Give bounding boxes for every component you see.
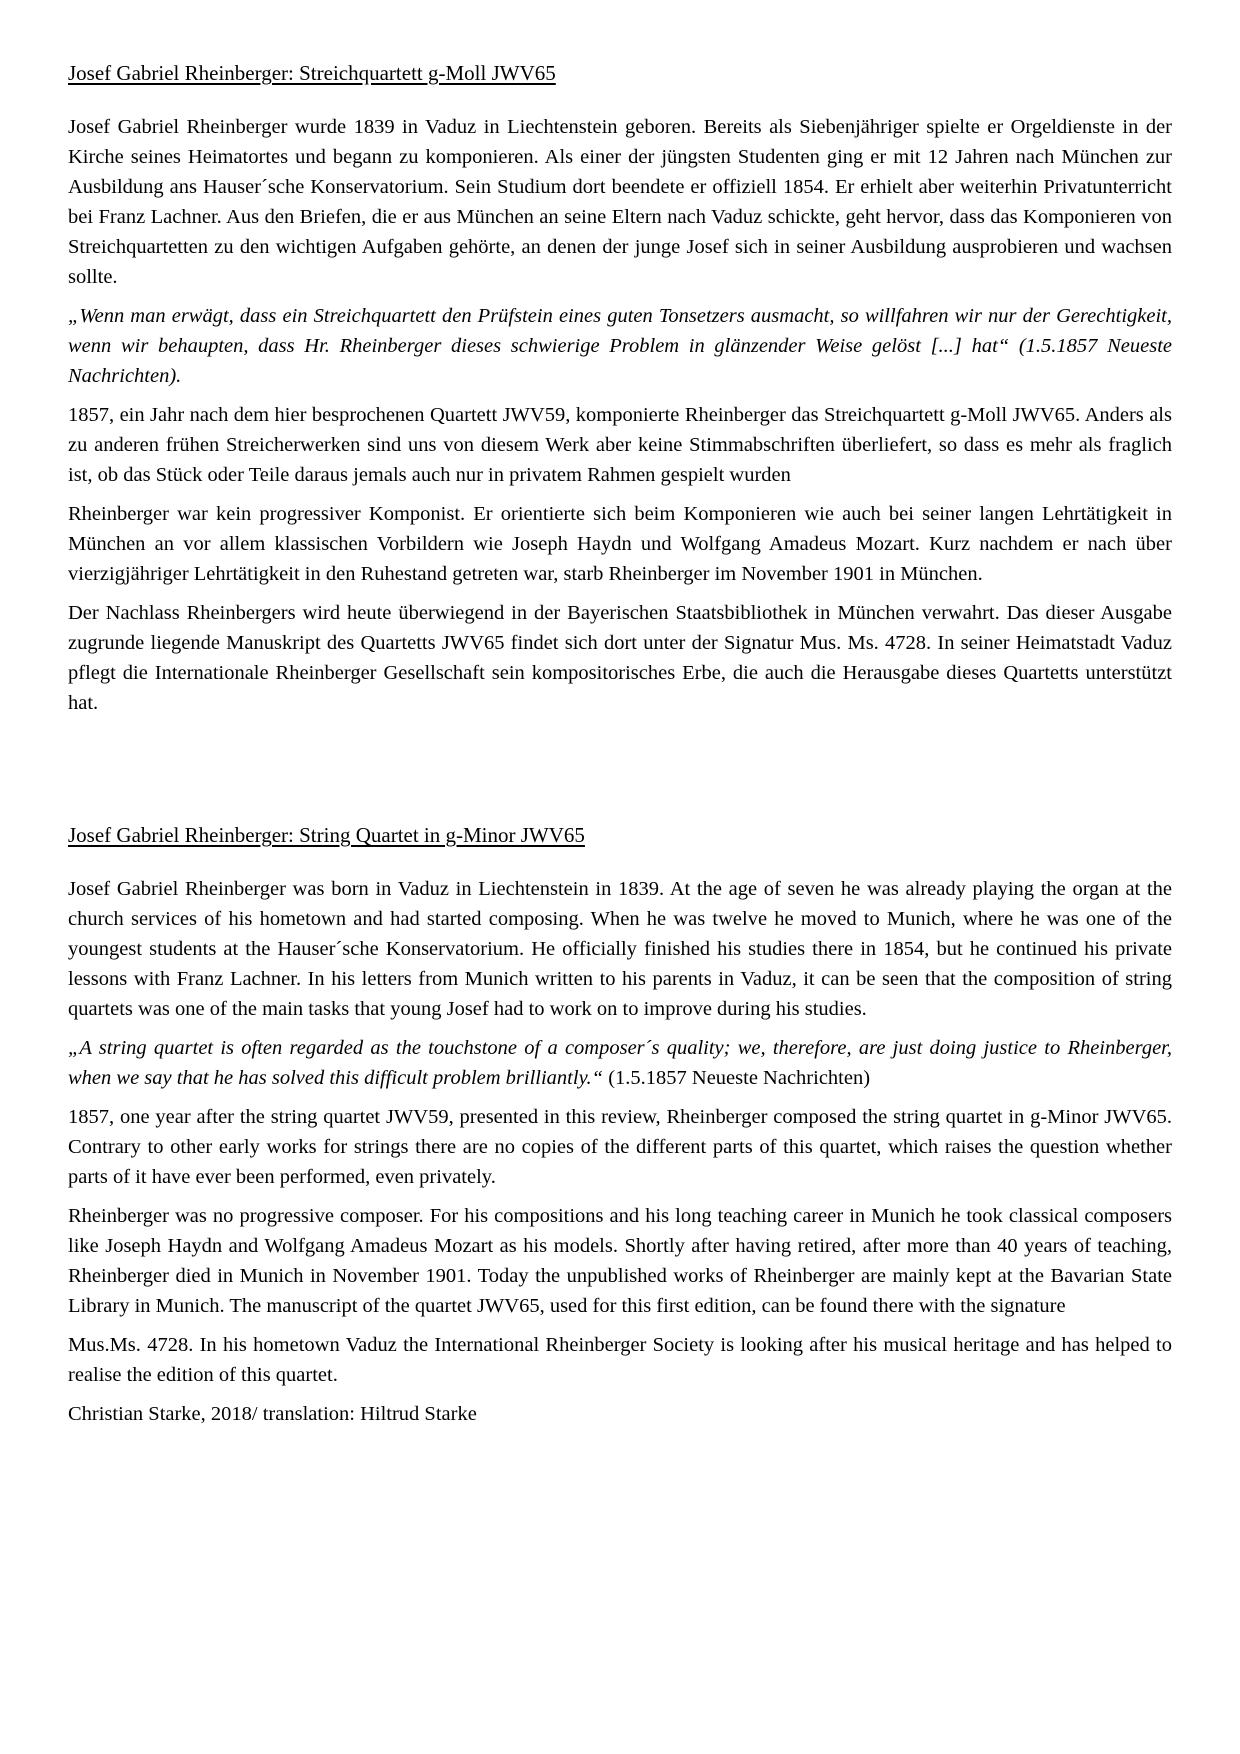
english-quote-source: (1.5.1857 Neueste Nachrichten) (608, 1067, 871, 1089)
german-paragraph-quartet-history: 1857, ein Jahr nach dem hier besprochenen Quartett JWV59, komponierte Rheinberger das Streichquartett g-Moll JWV65. Anders als zu anderen frühen Streicherwerken sind uns von diesem Werk aber keine Stimmabschriften überliefert, so dass es mehr als fraglich ist, ob das Stück oder Teile daraus jemals auch nur in privatem Rahmen gespielt wurden (68, 404, 1172, 486)
german-paragraph-style: Rheinberger war kein progressiver Komponist. Er orientierte sich beim Komponieren wie auch bei seiner langen Lehrtätigkeit in München an vor allem klassischen Vorbildern wie Joseph Haydn und Wolfgang Amadeus Mozart. Kurz nachdem er nach über vierzigjähriger Lehrtätigkeit in den Ruhestand getreten war, starb Rheinberger im November 1901 in München. (68, 503, 1172, 585)
german-section (68, 58, 1172, 718)
english-quote-paragraph (68, 1033, 1172, 1093)
english-paragraph-legacy: Mus.Ms. 4728. In his hometown Vaduz the International Rheinberger Society is looking after his musical heritage and has helped to realise the edition of this quartet. (68, 1334, 1172, 1386)
german-section-title: Josef Gabriel Rheinberger: Streichquartett g-Moll JWV65 (68, 61, 556, 85)
english-quote-text: „A string quartet is often regarded as the touchstone of a composer´s quality; we, therefore, are just doing justice to Rheinberger, when we say that he has solved this difficult problem brilliantly.“ (68, 1037, 1172, 1089)
german-quote-paragraph: „Wenn man erwägt, dass ein Streichquartett den Prüfstein eines guten Tonsetzers ausmacht, so willfahren wir nur der Gerechtigkeit, wenn wir behaupten, dass Hr. Rheinberger dieses schwierige Problem in glänzender Weise gelöst [...] hat“ (1.5.1857 Neueste Nachrichten). (68, 305, 1172, 387)
english-paragraph-biography: Josef Gabriel Rheinberger was born in Vaduz in Liechtenstein in 1839. At the age of seven he was already playing the organ at the church services of his hometown and had started composing. When he was twelve he moved to Munich, where he was one of the youngest students at the Hauser´sche Konservatorium. He officially finished his studies there in 1854, but he continued his private lessons with Franz Lachner. In his letters from Munich written to his parents in Vaduz, it can be seen that the composition of string quartets was one of the main tasks that young Josef had to work on to improve during his studies. (68, 878, 1172, 1020)
english-paragraph-style: Rheinberger was no progressive composer. For his compositions and his long teaching career in Munich he took classical composers like Joseph Haydn and Wolfgang Amadeus Mozart as his models. Shortly after having retired, after more than 40 years of teaching, Rheinberger died in Munich in November 1901. Today the unpublished works of Rheinberger are mainly kept at the Bavarian State Library in Munich. The manuscript of the quartet JWV65, used for this first edition, can be found there with the signature (68, 1205, 1172, 1317)
german-paragraph-legacy: Der Nachlass Rheinbergers wird heute überwiegend in der Bayerischen Staatsbibliothek in München verwahrt. Das dieser Ausgabe zugrunde liegende Manuskript des Quartetts JWV65 findet sich dort unter der Signatur Mus. Ms. 4728. In seiner Heimatstadt Vaduz pflegt die Internationale Rheinberger Gesellschaft sein kompositorisches Erbe, die auch die Herausgabe dieses Quartetts unterstützt hat. (68, 602, 1172, 714)
english-section (68, 820, 1172, 1390)
english-section-title: Josef Gabriel Rheinberger: String Quartet in g-Minor JWV65 (68, 823, 585, 847)
german-paragraph-biography: Josef Gabriel Rheinberger wurde 1839 in Vaduz in Liechtenstein geboren. Bereits als Siebenjähriger spielte er Orgeldienste in der Kirche seines Heimatortes und begann zu komponieren. Als einer der jüngsten Studenten ging er mit 12 Jahren nach München zur Ausbildung ans Hauser´sche Konservatorium. Sein Studium dort beendete er offiziell 1854. Er erhielt aber weiterhin Privatunterricht bei Franz Lachner. Aus den Briefen, die er aus München an seine Eltern nach Vaduz schickte, geht hervor, dass das Komponieren von Streichquartetten zu den wichtigen Aufgaben gehörte, an denen der junge Josef sich in seiner Ausbildung ausprobieren und wachsen sollte. (68, 116, 1172, 288)
english-paragraph-quartet-history: 1857, one year after the string quartet JWV59, presented in this review, Rheinberger composed the string quartet in g-Minor JWV65. Contrary to other early works for strings there are no copies of the different parts of this quartet, which raises the question whether parts of it have ever been performed, even privately. (68, 1106, 1172, 1188)
credit-line: Christian Starke, 2018/ translation: Hiltrud Starke (68, 1403, 477, 1425)
